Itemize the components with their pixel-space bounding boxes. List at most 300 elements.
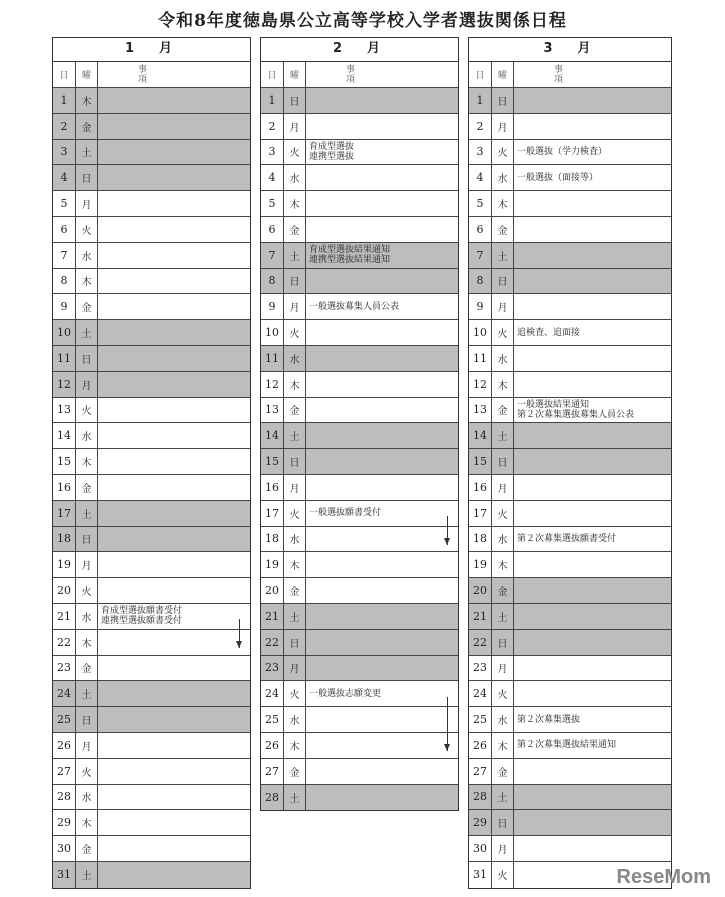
weekday: 金 <box>284 759 306 784</box>
event-cell <box>98 552 250 577</box>
weekday: 木 <box>76 810 98 835</box>
weekday: 木 <box>284 372 306 397</box>
day-number: 7 <box>53 243 76 268</box>
weekday: 月 <box>492 114 514 139</box>
day-row <box>261 707 458 733</box>
day-row <box>53 346 250 372</box>
day-row <box>261 501 458 527</box>
weekday: 月 <box>492 475 514 500</box>
day-row <box>469 501 671 527</box>
day-row <box>53 372 250 398</box>
weekday: 水 <box>76 785 98 810</box>
day-row <box>261 243 458 269</box>
event-cell <box>98 578 250 603</box>
event-cell <box>98 217 250 242</box>
day-number: 9 <box>469 294 492 319</box>
header-weekday: 曜 <box>76 62 98 87</box>
day-number: 21 <box>53 604 76 629</box>
weekday: 土 <box>76 681 98 706</box>
weekday: 土 <box>492 785 514 810</box>
weekday: 土 <box>284 423 306 448</box>
day-number: 17 <box>469 501 492 526</box>
weekday: 水 <box>76 243 98 268</box>
day-number: 25 <box>53 707 76 732</box>
event-cell: 一般選抜願書受付 <box>309 508 382 519</box>
day-number: 25 <box>261 707 284 732</box>
event-cell <box>306 398 458 423</box>
weekday: 日 <box>76 346 98 371</box>
day-row <box>469 759 671 785</box>
event-cell <box>306 785 458 811</box>
weekday: 金 <box>492 578 514 603</box>
day-row <box>53 114 250 140</box>
day-number: 18 <box>53 527 76 552</box>
day-number: 31 <box>53 862 76 888</box>
event-cell <box>98 759 250 784</box>
event-cell <box>514 88 671 113</box>
day-number: 26 <box>469 733 492 758</box>
day-row <box>469 423 671 449</box>
day-row <box>53 527 250 553</box>
weekday: 月 <box>492 294 514 319</box>
event-cell <box>514 114 671 139</box>
day-number: 15 <box>469 449 492 474</box>
event-cell <box>98 527 250 552</box>
event-cell <box>306 733 458 758</box>
day-row <box>53 320 250 346</box>
weekday: 日 <box>492 810 514 835</box>
day-row <box>469 191 671 217</box>
event-cell <box>98 114 250 139</box>
day-number: 15 <box>261 449 284 474</box>
day-number: 10 <box>469 320 492 345</box>
day-row <box>53 630 250 656</box>
day-number: 22 <box>261 630 284 655</box>
day-row <box>53 398 250 424</box>
day-row <box>261 320 458 346</box>
event-cell <box>306 656 458 681</box>
weekday: 金 <box>492 759 514 784</box>
weekday: 日 <box>492 88 514 113</box>
weekday: 木 <box>492 191 514 216</box>
weekday: 土 <box>492 423 514 448</box>
weekday: 金 <box>76 475 98 500</box>
day-row <box>261 423 458 449</box>
day-number: 29 <box>53 810 76 835</box>
weekday: 金 <box>284 398 306 423</box>
day-number: 17 <box>53 501 76 526</box>
day-number: 19 <box>261 552 284 577</box>
weekday: 日 <box>76 707 98 732</box>
day-row <box>469 681 671 707</box>
header-weekday: 曜 <box>492 62 514 87</box>
day-number: 19 <box>469 552 492 577</box>
weekday: 土 <box>76 501 98 526</box>
day-row <box>261 114 458 140</box>
weekday: 水 <box>492 527 514 552</box>
day-row <box>53 552 250 578</box>
day-row <box>53 294 250 320</box>
day-row <box>53 217 250 243</box>
day-row <box>53 785 250 811</box>
day-row <box>469 707 671 733</box>
day-number: 14 <box>261 423 284 448</box>
day-number: 6 <box>53 217 76 242</box>
day-number: 23 <box>261 656 284 681</box>
day-number: 18 <box>469 527 492 552</box>
event-cell <box>98 449 250 474</box>
weekday: 土 <box>284 604 306 629</box>
day-row <box>469 346 671 372</box>
day-number: 29 <box>469 810 492 835</box>
day-number: 24 <box>53 681 76 706</box>
day-row <box>469 552 671 578</box>
event-cell: 一般選抜募集人員公表 <box>309 301 400 312</box>
event-cell: 一般選抜結果通知 第２次募集選抜募集人員公表 <box>517 399 635 420</box>
weekday: 木 <box>492 552 514 577</box>
event-cell <box>514 475 671 500</box>
day-number: 19 <box>53 552 76 577</box>
day-number: 14 <box>53 423 76 448</box>
day-row <box>261 475 458 501</box>
weekday: 月 <box>492 836 514 861</box>
day-row <box>53 475 250 501</box>
day-number: 1 <box>469 88 492 113</box>
day-number: 28 <box>53 785 76 810</box>
day-number: 5 <box>469 191 492 216</box>
weekday: 日 <box>284 88 306 113</box>
day-number: 4 <box>53 165 76 190</box>
event-cell: 育成型選抜結果通知 連携型選抜結果通知 <box>309 245 391 266</box>
weekday: 木 <box>76 630 98 655</box>
day-row <box>53 681 250 707</box>
weekday: 火 <box>492 862 514 888</box>
day-number: 2 <box>469 114 492 139</box>
day-number: 28 <box>261 785 284 811</box>
event-cell <box>98 681 250 706</box>
day-row <box>261 604 458 630</box>
event-cell <box>514 681 671 706</box>
event-cell <box>306 165 458 190</box>
weekday: 月 <box>492 656 514 681</box>
day-row <box>53 165 250 191</box>
weekday: 日 <box>492 630 514 655</box>
weekday: 月 <box>76 372 98 397</box>
event-cell: 一般選抜（面接等） <box>517 172 599 183</box>
weekday: 日 <box>492 269 514 294</box>
day-row <box>53 862 250 888</box>
event-cell: 育成型選抜 連携型選抜 <box>309 141 355 162</box>
month-header: 2 月 <box>261 38 458 62</box>
day-row <box>53 501 250 527</box>
day-row <box>261 140 458 166</box>
day-row <box>261 578 458 604</box>
weekday: 月 <box>284 114 306 139</box>
day-row <box>261 191 458 217</box>
weekday: 火 <box>284 320 306 345</box>
day-number: 12 <box>469 372 492 397</box>
day-number: 31 <box>469 862 492 888</box>
weekday: 月 <box>76 733 98 758</box>
down-arrow-icon <box>239 619 240 647</box>
day-number: 6 <box>469 217 492 242</box>
day-number: 23 <box>53 656 76 681</box>
weekday: 月 <box>284 656 306 681</box>
event-cell <box>514 191 671 216</box>
day-row <box>261 269 458 295</box>
day-number: 10 <box>53 320 76 345</box>
day-number: 4 <box>469 165 492 190</box>
event-cell <box>98 475 250 500</box>
event-cell <box>306 604 458 629</box>
day-number: 7 <box>469 243 492 268</box>
day-row <box>469 578 671 604</box>
page-title: 令和8年度徳島県公立高等学校入学者選抜関係日程 <box>158 11 567 31</box>
weekday: 火 <box>76 217 98 242</box>
weekday: 水 <box>284 707 306 732</box>
day-number: 22 <box>469 630 492 655</box>
day-number: 21 <box>469 604 492 629</box>
day-row <box>261 527 458 553</box>
event-cell: 第２次募集選抜願書受付 <box>517 533 617 544</box>
event-cell <box>514 604 671 629</box>
day-number: 3 <box>261 140 284 165</box>
day-row <box>469 88 671 114</box>
weekday: 金 <box>76 294 98 319</box>
day-number: 9 <box>261 294 284 319</box>
event-cell <box>98 372 250 397</box>
day-number: 5 <box>261 191 284 216</box>
weekday: 水 <box>76 423 98 448</box>
day-row <box>53 88 250 114</box>
weekday: 土 <box>76 140 98 165</box>
event-cell <box>306 630 458 655</box>
day-number: 27 <box>261 759 284 784</box>
day-row <box>261 88 458 114</box>
day-row <box>53 140 250 166</box>
header-weekday: 曜 <box>284 62 306 87</box>
day-number: 22 <box>53 630 76 655</box>
weekday: 水 <box>492 346 514 371</box>
event-cell <box>306 191 458 216</box>
month-header: 3 月 <box>469 38 671 62</box>
day-row <box>261 294 458 320</box>
weekday: 火 <box>284 501 306 526</box>
day-row <box>469 372 671 398</box>
header-event: 事 項 <box>346 64 445 85</box>
day-number: 16 <box>53 475 76 500</box>
day-number: 1 <box>261 88 284 113</box>
event-cell <box>514 346 671 371</box>
event-cell <box>98 88 250 113</box>
event-cell <box>306 372 458 397</box>
event-cell <box>306 320 458 345</box>
weekday: 水 <box>284 527 306 552</box>
event-cell <box>306 475 458 500</box>
weekday: 木 <box>76 88 98 113</box>
event-cell <box>306 578 458 603</box>
day-number: 20 <box>261 578 284 603</box>
event-cell: 追検査、追面接 <box>517 327 581 338</box>
event-cell <box>514 578 671 603</box>
day-row <box>261 759 458 785</box>
event-cell <box>98 165 250 190</box>
event-cell <box>306 269 458 294</box>
day-number: 27 <box>469 759 492 784</box>
event-cell <box>98 501 250 526</box>
weekday: 火 <box>76 759 98 784</box>
day-row <box>53 810 250 836</box>
weekday: 金 <box>76 114 98 139</box>
month-table <box>260 37 459 811</box>
event-cell <box>514 294 671 319</box>
event-cell <box>98 398 250 423</box>
day-row <box>261 165 458 191</box>
event-cell <box>514 785 671 810</box>
day-row <box>469 398 671 424</box>
event-cell <box>514 423 671 448</box>
weekday: 金 <box>284 578 306 603</box>
weekday: 火 <box>76 398 98 423</box>
day-row <box>469 836 671 862</box>
weekday: 火 <box>284 681 306 706</box>
event-cell <box>306 346 458 371</box>
weekday: 木 <box>76 269 98 294</box>
day-number: 9 <box>53 294 76 319</box>
day-row <box>261 217 458 243</box>
day-row <box>261 785 458 811</box>
event-cell <box>306 114 458 139</box>
event-cell <box>98 140 250 165</box>
weekday: 水 <box>284 165 306 190</box>
event-cell: 一般選抜志願変更 <box>309 688 382 699</box>
event-cell <box>514 501 671 526</box>
day-row <box>469 449 671 475</box>
weekday: 金 <box>284 217 306 242</box>
day-row <box>469 114 671 140</box>
weekday: 日 <box>284 449 306 474</box>
event-cell <box>514 269 671 294</box>
day-row <box>469 475 671 501</box>
event-cell <box>98 320 250 345</box>
event-cell <box>514 810 671 835</box>
day-number: 27 <box>53 759 76 784</box>
day-number: 2 <box>261 114 284 139</box>
day-row <box>53 604 250 630</box>
event-cell: 第２次募集選抜 <box>517 714 581 725</box>
day-row <box>53 836 250 862</box>
weekday: 土 <box>76 862 98 888</box>
day-number: 25 <box>469 707 492 732</box>
weekday: 木 <box>284 191 306 216</box>
day-row <box>261 449 458 475</box>
day-row <box>469 140 671 166</box>
day-row <box>469 604 671 630</box>
event-cell <box>306 552 458 577</box>
event-cell <box>306 449 458 474</box>
weekday: 土 <box>492 604 514 629</box>
day-number: 18 <box>261 527 284 552</box>
weekday: 火 <box>492 501 514 526</box>
day-number: 1 <box>53 88 76 113</box>
weekday: 月 <box>284 294 306 319</box>
weekday: 土 <box>492 243 514 268</box>
event-cell <box>514 836 671 861</box>
day-number: 12 <box>53 372 76 397</box>
day-row <box>53 733 250 759</box>
day-row <box>53 578 250 604</box>
event-cell <box>98 810 250 835</box>
day-row <box>469 269 671 295</box>
event-cell <box>98 630 250 655</box>
weekday: 金 <box>492 217 514 242</box>
event-cell <box>98 836 250 861</box>
weekday: 日 <box>284 630 306 655</box>
weekday: 火 <box>492 140 514 165</box>
day-number: 30 <box>53 836 76 861</box>
day-number: 8 <box>261 269 284 294</box>
event-cell <box>98 269 250 294</box>
day-number: 6 <box>261 217 284 242</box>
weekday: 日 <box>76 165 98 190</box>
day-row <box>469 294 671 320</box>
event-cell <box>306 88 458 113</box>
day-number: 7 <box>261 243 284 268</box>
weekday: 水 <box>284 346 306 371</box>
day-row <box>53 243 250 269</box>
down-arrow-icon <box>447 697 448 751</box>
day-row <box>53 449 250 475</box>
day-number: 12 <box>261 372 284 397</box>
day-row <box>261 681 458 707</box>
event-cell <box>514 217 671 242</box>
weekday: 火 <box>76 578 98 603</box>
day-number: 5 <box>53 191 76 216</box>
event-cell: 第２次募集選抜結果通知 <box>517 740 617 751</box>
day-number: 26 <box>53 733 76 758</box>
weekday: 水 <box>492 165 514 190</box>
day-number: 21 <box>261 604 284 629</box>
weekday: 火 <box>492 320 514 345</box>
day-number: 24 <box>469 681 492 706</box>
event-cell <box>98 346 250 371</box>
day-number: 11 <box>53 346 76 371</box>
event-cell <box>514 656 671 681</box>
event-cell <box>306 527 458 552</box>
day-number: 24 <box>261 681 284 706</box>
day-number: 17 <box>261 501 284 526</box>
weekday: 土 <box>284 243 306 268</box>
day-number: 11 <box>469 346 492 371</box>
weekday: 木 <box>492 733 514 758</box>
weekday: 土 <box>76 320 98 345</box>
day-row <box>261 733 458 759</box>
day-row <box>53 656 250 682</box>
day-number: 16 <box>261 475 284 500</box>
event-cell <box>98 707 250 732</box>
weekday: 水 <box>492 707 514 732</box>
day-row <box>261 630 458 656</box>
resemom-logo: ReseMom <box>616 866 711 888</box>
day-row <box>469 810 671 836</box>
day-row <box>261 656 458 682</box>
day-row <box>261 346 458 372</box>
day-row <box>469 630 671 656</box>
weekday: 金 <box>76 836 98 861</box>
day-row <box>469 243 671 269</box>
day-number: 20 <box>53 578 76 603</box>
day-row <box>469 165 671 191</box>
